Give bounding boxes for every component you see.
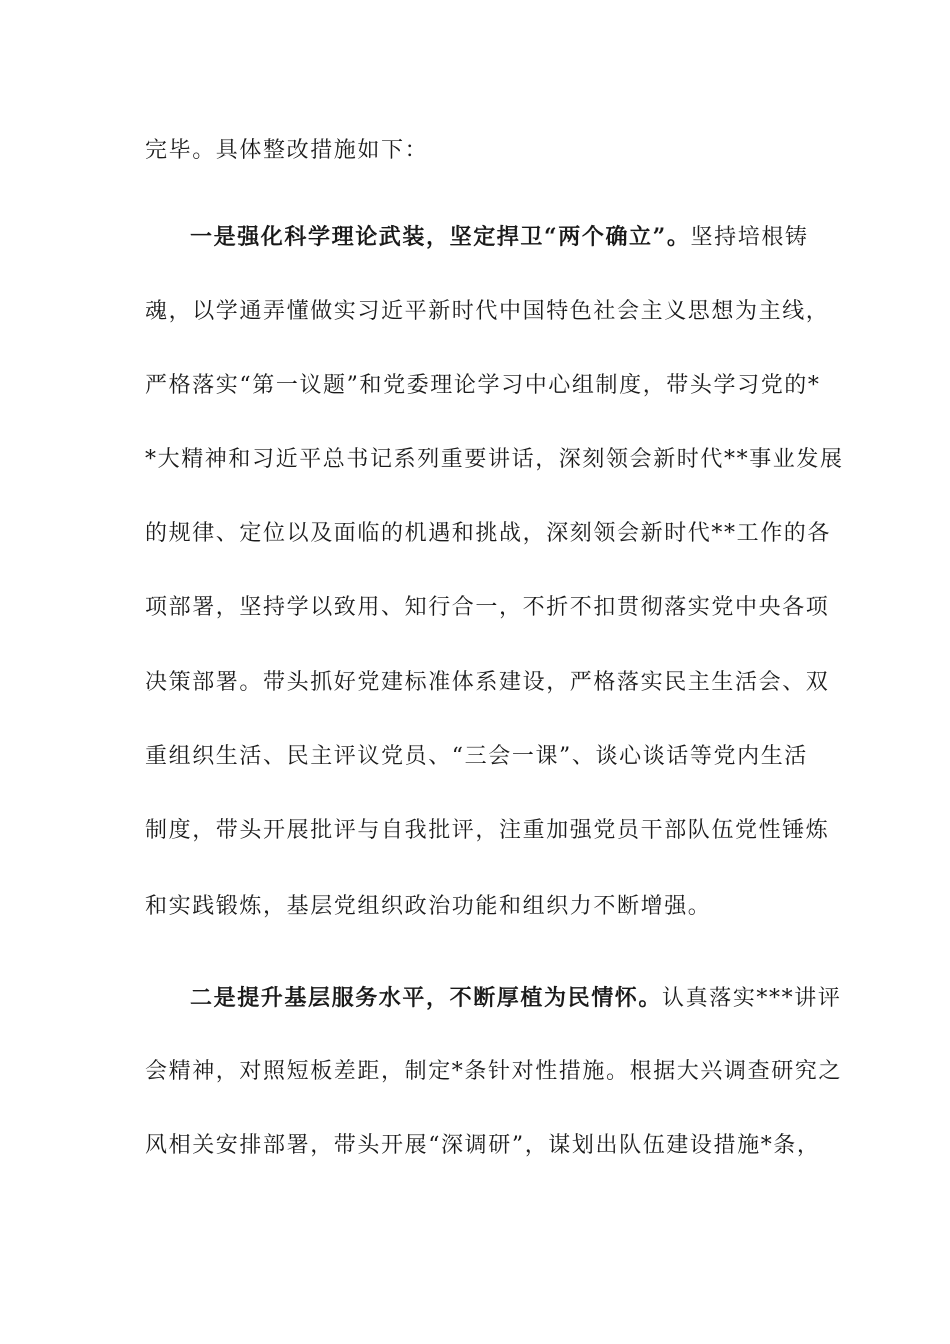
text-line: 和实践锻炼，基层党组织政治功能和组织力不断增强。: [145, 894, 712, 919]
paragraph-2-body-start: 认真落实***讲评: [662, 986, 842, 1011]
paragraph-1-first-line: [190, 222, 809, 253]
text-line: 制度，带头开展批评与自我批评，注重加强党员干部队伍党性锤炼: [145, 818, 830, 843]
text-line: 完毕。具体整改措施如下：: [145, 138, 429, 163]
text-line: 魂，以学通弄懂做实习近平新时代中国特色社会主义思想为主线，: [145, 299, 830, 324]
paragraph-2-first-line: [190, 983, 841, 1014]
text-line: 会精神，对照短板差距，制定*条针对性措施。根据大兴调查研究之: [145, 1059, 843, 1084]
text-line: 重组织生活、民主评议党员、“三会一课”、谈心谈话等党内生活: [145, 744, 808, 769]
text-line: 的规律、定位以及面临的机遇和挑战，深刻领会新时代**工作的各: [145, 521, 832, 546]
paragraph-1-body-start: 坚持培根铸: [690, 225, 809, 250]
text-line: 项部署，坚持学以致用、知行合一，不折不扣贯彻落实党中央各项: [145, 595, 830, 620]
paragraph-2-heading: 二是提升基层服务水平，不断厚植为民情怀。: [190, 985, 663, 1011]
text-line: 决策部署。带头抓好党建标准体系建设，严格落实民主生活会、双: [145, 670, 830, 695]
text-line: *大精神和习近平总书记系列重要讲话，深刻领会新时代**事业发展: [145, 447, 844, 472]
paragraph-1-heading: 一是强化科学理论武装，坚定捍卫“两个确立”。: [190, 224, 691, 250]
text-line: 严格落实“第一议题”和党委理论学习中心组制度，带头学习党的*: [145, 373, 821, 398]
text-line: 风相关安排部署，带头开展“深调研”，谋划出队伍建设措施*条，: [145, 1133, 821, 1158]
